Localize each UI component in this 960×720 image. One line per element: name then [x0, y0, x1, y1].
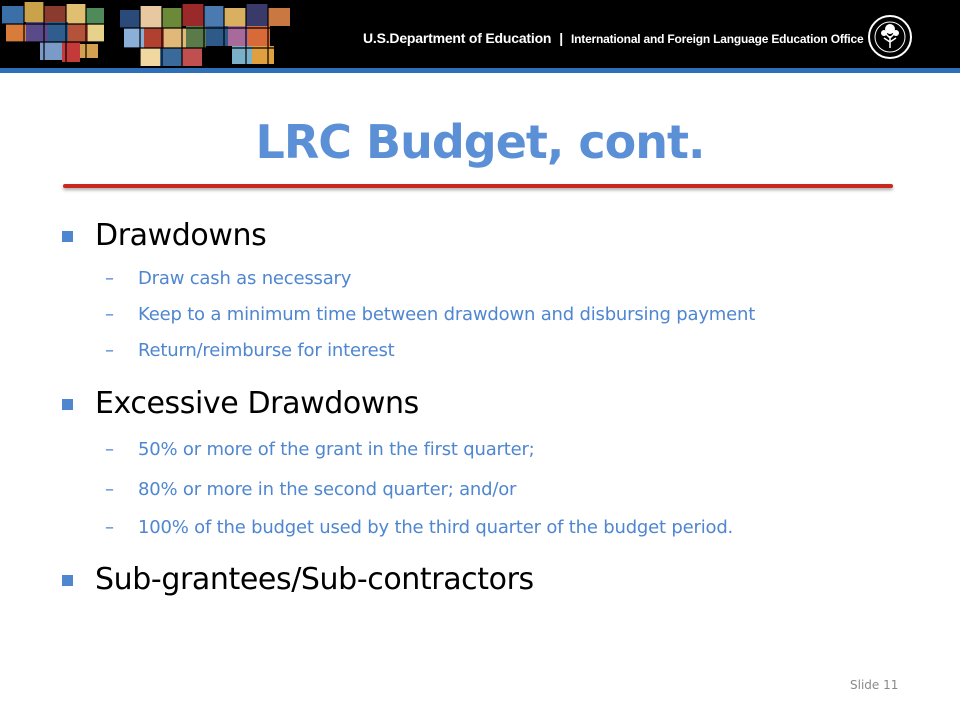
sub-bullet-text: Draw cash as necessary [138, 268, 352, 289]
department-name: U.S.Department of Education [363, 30, 552, 46]
dash-bullet-icon: – [105, 268, 114, 289]
sub-bullet-text: 80% or more in the second quarter; and/or [138, 479, 517, 500]
dash-bullet-icon: – [105, 479, 114, 500]
sub-bullet-text: Keep to a minimum time between drawdown and disbursing payment [138, 304, 756, 325]
bullet-text: Sub-grantees/Sub-contractors [95, 562, 534, 597]
bullet-text: Drawdowns [95, 218, 267, 253]
square-bullet-icon [62, 231, 73, 242]
dash-bullet-icon: – [105, 304, 114, 325]
dash-bullet-icon: – [105, 439, 114, 460]
sub-bullet-text: 100% of the budget used by the third quarter of the budget period. [138, 517, 734, 538]
bullet-text: Excessive Drawdowns [95, 386, 419, 421]
square-bullet-icon [62, 399, 73, 410]
square-bullet-icon [62, 575, 73, 586]
office-name: International and Foreign Language Education Office [571, 32, 864, 46]
sub-bullet-text: Return/reimburse for interest [138, 340, 395, 361]
dash-bullet-icon: – [105, 340, 114, 361]
slide-title: LRC Budget, cont. [255, 115, 705, 169]
dash-bullet-icon: – [105, 517, 114, 538]
header-separator: | [559, 30, 564, 46]
sub-bullet-text: 50% or more of the grant in the first quarter; [138, 439, 535, 460]
slide-number: Slide 11 [850, 678, 899, 692]
